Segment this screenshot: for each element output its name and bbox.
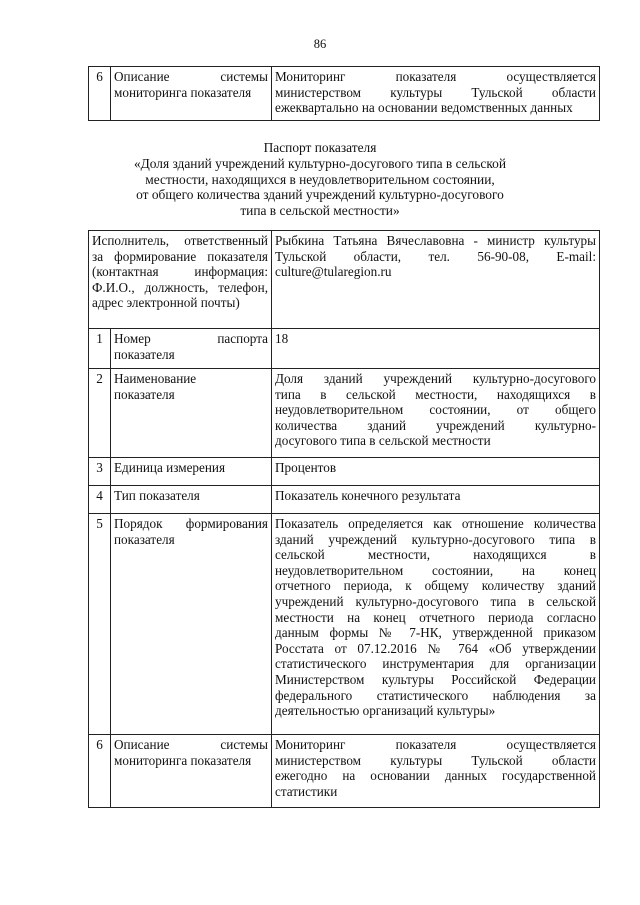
row-number: 5	[89, 514, 111, 735]
row-value: 18	[272, 329, 600, 369]
passport-table	[88, 230, 600, 808]
passport-heading: Паспорт показателя	[263, 140, 377, 155]
row-number: 4	[89, 486, 111, 514]
page-number: 86	[313, 37, 327, 51]
row-value: Мониторинг показателя осуществляется министерством культуры Тульской области ежегодно на основании данных государственной статистики	[272, 735, 600, 808]
row-number: 1	[89, 329, 111, 369]
row-label: Описание системы мониторинга показателя	[111, 67, 272, 121]
row-label: Тип показателя	[111, 486, 272, 514]
continuation-table	[88, 66, 600, 121]
table-row	[89, 735, 600, 808]
passport-title-line: от общего количества зданий учреждений культурно-досугового	[136, 187, 504, 203]
row-number: 6	[89, 735, 111, 808]
table-row	[89, 369, 600, 458]
row-number: 2	[89, 369, 111, 458]
passport-title-line: типа в сельской местности»	[240, 203, 400, 219]
row-number: 6	[89, 67, 111, 121]
table-row	[89, 486, 600, 514]
row-label: Наименование показателя	[111, 369, 272, 458]
passport-title-line: «Доля зданий учреждений культурно-досугового типа в сельской	[133, 155, 507, 171]
table-row	[89, 329, 600, 369]
row-number: 3	[89, 458, 111, 486]
row-label: Описание системы мониторинга показателя	[111, 735, 272, 808]
passport-title-line: местности, находящихся в неудовлетворительном состоянии,	[145, 171, 495, 187]
row-label: Единица измерения	[111, 458, 272, 486]
executor-value: Рыбкина Татьяна Вячеславовна - министр культуры Тульской области, тел. 56-90-08, E-mail: culture@tularegion.ru	[272, 231, 600, 329]
row-value: Доля зданий учреждений культурно-досугового типа в сельской местности, находящихся в неудовлетворительном состоянии, от общего количества зданий учреждений культурно- досугового типа в сельской местности	[272, 369, 600, 458]
row-value: Процентов	[272, 458, 600, 486]
table-row-executor	[89, 231, 600, 329]
executor-label: Исполнитель, ответственный за формирование показателя (контактная информация: Ф.И.О., должность, телефон, адрес электронной почты)	[89, 231, 272, 329]
row-value: Показатель конечного результата	[272, 486, 600, 514]
row-value: Мониторинг показателя осуществляется министерством культуры Тульской области ежеквартально на основании ведомственных данных	[272, 67, 600, 121]
table-row	[89, 458, 600, 486]
table-row	[89, 67, 600, 121]
row-label: Порядок формирования показателя	[111, 514, 272, 735]
row-value: Показатель определяется как отношение количества зданий учреждений культурно-досугового типа в сельской местности, находящихся в неудовлетворительном состоянии, на конец отчетного периода, к общему количеству зданий учреждений культурно-досугового типа в сельской местности на конец отчетного периода согласно данным формы № 7-НК, утвержденной приказом Росстата от 07.12.2016 № 764 «Об утверждении статистического инструментария для организации Министерством культуры Российской Федерации федерального статистического наблюдения за деятельностью организаций культуры»	[272, 514, 600, 735]
table-row	[89, 514, 600, 735]
passport-title-block	[100, 140, 540, 219]
row-label: Номер паспорта показателя	[111, 329, 272, 369]
